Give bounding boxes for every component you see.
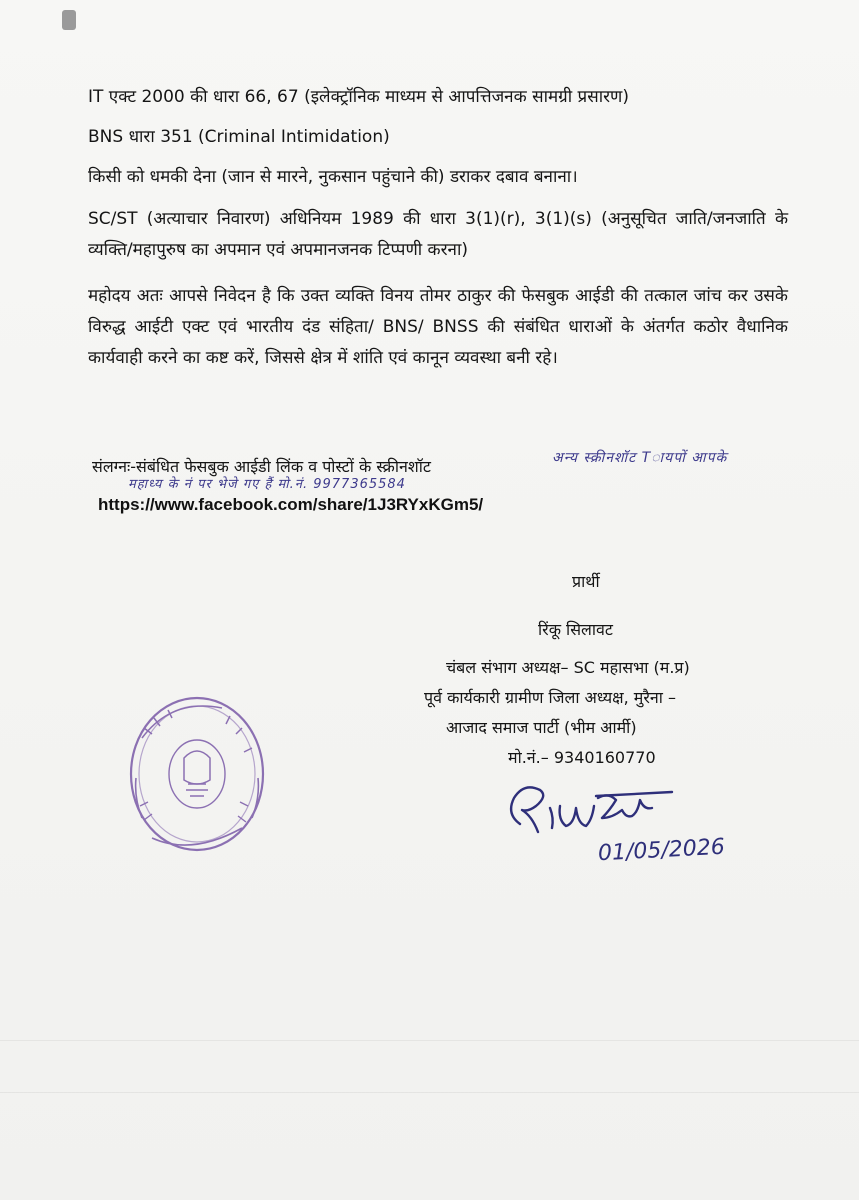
scst-act-paragraph: SC/ST (अत्याचार निवारण) अधिनियम 1989 की धारा 3(1)(r), 3(1)(s) (अनुसूचित जाति/जनजाति के व्यक्ति/महापुरुष का अपमान एवं अपमानजनक टिप्पणी करना)	[88, 209, 788, 260]
attachment-text: संबंधित फेसबुक आईडी लिंक व पोस्टों के स्क्रीनशॉट	[136, 457, 431, 476]
facebook-link[interactable]: https://www.facebook.com/share/1J3RYxKGm5/	[98, 495, 484, 514]
handwritten-date: 01/05/2026	[597, 834, 726, 867]
handwritten-note-line1: अन्य स्क्रीनशॉट Tायपों आपके	[552, 450, 728, 466]
faint-ruling	[0, 1040, 859, 1041]
faint-ruling	[0, 1092, 859, 1093]
signatory-phone: मो.नं.– 9340160770	[508, 748, 656, 767]
handwritten-note-line2: महाध्य के नं पर भेजे गए हैं मो.नं. 9977365584	[128, 477, 406, 492]
threat-line: किसी को धमकी देना (जान से मारने, नुकसान पहुंचाने की) डराकर दबाव बनाना।	[88, 167, 578, 187]
signatory-role-1: चंबल संभाग अध्यक्ष– SC महासभा (म.प्र)	[446, 658, 690, 677]
official-stamp	[122, 688, 272, 860]
signatory-role-3: आजाद समाज पार्टी (भीम आर्मी)	[446, 718, 637, 737]
request-paragraph: महोदय अतः आपसे निवेदन है कि उक्त व्यक्ति विनय तोमर ठाकुर की फेसबुक आईडी की तत्काल जांच कर उसके विरुद्ध आईटी एक्ट एवं भारतीय दंड संहिता/ BNS/ BNSS की संबंधित धाराओं के अंतर्गत कठोर वैधानिक कार्यवाही करने का कष्ट करें, जिससे क्षेत्र में शांति एवं कानून व्यवस्था बनी रहे।	[88, 286, 788, 368]
bns-351-line: BNS धारा 351 (Criminal Intimidation)	[88, 127, 390, 147]
applicant-label: प्रार्थी	[572, 572, 600, 591]
it-act-line: IT एक्ट 2000 की धारा 66, 67 (इलेक्ट्रॉनिक माध्यम से आपत्तिजनक सामग्री प्रसारण)	[88, 87, 629, 107]
signatory-role-2: पूर्व कार्यकारी ग्रामीण जिला अध्यक्ष, मुरैना –	[424, 688, 677, 707]
attachment-label: संलग्नः-	[92, 457, 137, 476]
signatory-name: रिंकू सिलावट	[538, 620, 613, 639]
binder-hole	[62, 10, 76, 30]
